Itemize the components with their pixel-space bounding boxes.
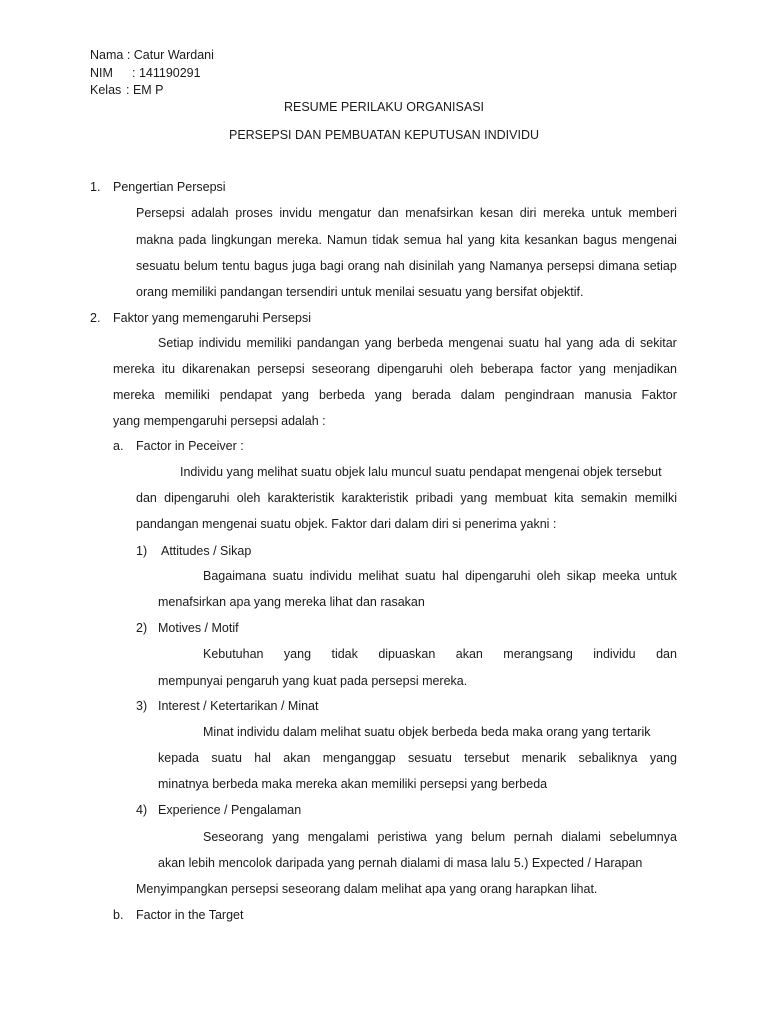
- word: yang: [458, 259, 486, 273]
- word: sebelumnya: [609, 830, 677, 844]
- word: dikarenakan: [182, 362, 251, 376]
- word: kesankan: [524, 233, 578, 247]
- word: menganggap: [322, 751, 396, 765]
- word: mereka: [113, 362, 155, 376]
- word: orang: [347, 259, 380, 273]
- word: dialami: [561, 830, 601, 844]
- word: yang: [281, 388, 309, 402]
- word: bagus: [254, 259, 289, 273]
- section-2-heading: Faktor yang memengaruhi Persepsi: [113, 311, 312, 325]
- word: dan: [656, 647, 677, 661]
- word: oleh: [236, 491, 261, 505]
- word: yang: [283, 647, 312, 661]
- word: dimana: [598, 259, 640, 273]
- word: kita: [500, 233, 520, 247]
- word: menjadikan: [613, 362, 677, 376]
- word: nah: [383, 259, 405, 273]
- item-3-number: 3): [136, 699, 148, 713]
- word: pribadi: [415, 491, 454, 505]
- item-4-line-3: Menyimpangkan persepsi seseorang dalam melihat apa yang orang harapkan lihat.: [136, 882, 598, 896]
- word: beberapa: [480, 362, 534, 376]
- word: tidak: [331, 647, 358, 661]
- word: memilki: [634, 491, 677, 505]
- word: oleh: [449, 362, 474, 376]
- word: dipuaskan: [378, 647, 436, 661]
- word: mengenai: [622, 233, 677, 247]
- name-label: Nama :: [90, 48, 131, 62]
- section-2-line-4: yang mempengaruhi persepsi adalah :: [113, 414, 326, 428]
- student-name-line: [90, 47, 214, 63]
- word: itu: [161, 362, 176, 376]
- word: memiliki: [246, 336, 292, 350]
- word: dipengaruhi: [164, 491, 230, 505]
- word: yang: [649, 751, 677, 765]
- word: berbeda: [318, 388, 365, 402]
- subsection-b-letter: b.: [113, 908, 124, 922]
- section-1-line-1: [136, 205, 677, 221]
- section-2-line-2: [113, 361, 677, 377]
- subsection-a-heading: Factor in Peceiver :: [136, 439, 244, 453]
- word: sekitar: [640, 336, 677, 350]
- word: manusia: [584, 388, 632, 402]
- document-title: RESUME PERILAKU ORGANISASI: [283, 100, 485, 114]
- word: yang: [460, 491, 488, 505]
- subsection-a-line-2: [136, 490, 677, 506]
- word: yang: [467, 233, 495, 247]
- item-1-line-1: [203, 568, 677, 584]
- word: berbeda: [397, 336, 444, 350]
- word: suatu: [272, 569, 304, 583]
- word: untuk: [591, 206, 622, 220]
- word: suatu: [508, 336, 540, 350]
- word: setiap: [643, 259, 677, 273]
- word: suatu: [405, 569, 436, 583]
- word: dan: [136, 491, 157, 505]
- word: akan: [283, 751, 311, 765]
- word: di: [624, 336, 635, 350]
- word: invidu: [279, 206, 312, 220]
- word: lingkungan: [211, 233, 272, 247]
- word: tersebut: [464, 751, 510, 765]
- word: yang: [435, 830, 463, 844]
- word: belum: [183, 259, 218, 273]
- word: belum: [471, 830, 506, 844]
- word: akan: [455, 647, 483, 661]
- word: pandangan: [296, 336, 360, 350]
- word: Persepsi: [136, 206, 185, 220]
- word: mengalami: [307, 830, 369, 844]
- item-2-line-2: mempunyai pengaruh yang kuat pada persepsi mereka.: [158, 674, 468, 688]
- document-subtitle: PERSEPSI DAN PEMBUATAN KEPUTUSAN INDIVIDU: [228, 128, 539, 142]
- section-1-line-3: [136, 258, 677, 274]
- word: adalah: [191, 206, 229, 220]
- word: meeka: [602, 569, 640, 583]
- item-3-heading: Interest / Ketertarikan / Minat: [158, 699, 319, 713]
- word: menarik: [521, 751, 567, 765]
- word: pengindraan: [504, 388, 575, 402]
- word: diri: [519, 206, 537, 220]
- word: dalam: [460, 388, 495, 402]
- word: kesan: [479, 206, 514, 220]
- item-3-line-1: Minat individu dalam melihat suatu objek berbeda beda maka orang yang tertarik: [203, 725, 651, 739]
- word: karakteristik: [341, 491, 409, 505]
- word: mereka: [542, 206, 585, 220]
- word: sebaliknya: [578, 751, 638, 765]
- section-2-line-1: [158, 335, 677, 351]
- word: makna: [136, 233, 174, 247]
- word: Faktor: [641, 388, 677, 402]
- word: mereka: [113, 388, 155, 402]
- word: proses: [235, 206, 273, 220]
- word: sesuatu: [136, 259, 180, 273]
- word: disinilah: [408, 259, 454, 273]
- word: sikap: [566, 569, 596, 583]
- section-1-number: 1.: [90, 180, 101, 194]
- word: yang: [374, 388, 402, 402]
- item-1-heading: Attitudes / Sikap: [161, 544, 252, 558]
- word: mengenai: [448, 336, 504, 350]
- word: Setiap: [158, 336, 194, 350]
- word: tentu: [222, 259, 250, 273]
- section-2-number: 2.: [90, 311, 101, 325]
- word: individu: [309, 569, 352, 583]
- word: yang: [566, 336, 594, 350]
- word: memiliki: [164, 388, 210, 402]
- item-4-line-2: akan lebih mencolok daripada yang pernah dialami di masa lalu 5.) Expected / Harapan: [158, 856, 643, 870]
- word: membuat: [494, 491, 547, 505]
- item-1-line-2: menafsirkan apa yang mereka lihat dan rasakan: [158, 595, 425, 609]
- word: Bagaimana: [203, 569, 267, 583]
- word: hal: [442, 569, 459, 583]
- item-4-number: 4): [136, 803, 148, 817]
- word: mereka.: [276, 233, 322, 247]
- word: juga: [292, 259, 316, 273]
- word: oleh: [536, 569, 561, 583]
- word: melihat: [358, 569, 399, 583]
- word: sesuatu: [408, 751, 452, 765]
- word: factor: [540, 362, 572, 376]
- item-3-line-2: [158, 750, 677, 766]
- section-2-line-3: [113, 387, 677, 403]
- word: merangsang: [503, 647, 573, 661]
- word: karakteristik: [267, 491, 335, 505]
- class-label: Kelas: [90, 83, 122, 97]
- word: yang: [272, 830, 300, 844]
- word: hal: [544, 336, 562, 350]
- word: dipengaruhi: [377, 362, 443, 376]
- subsection-a-letter: a.: [113, 439, 124, 453]
- word: Seseorang: [203, 830, 264, 844]
- word: hal: [254, 751, 271, 765]
- item-4-heading: Experience / Pengalaman: [158, 803, 302, 817]
- word: yang: [578, 362, 606, 376]
- word: Namanya: [489, 259, 543, 273]
- word: yang: [364, 336, 392, 350]
- word: Namun: [326, 233, 368, 247]
- word: seseorang: [311, 362, 371, 376]
- item-2-line-1: [203, 646, 677, 662]
- word: mengatur: [318, 206, 372, 220]
- word: hal: [446, 233, 463, 247]
- word: individu: [593, 647, 636, 661]
- student-nim: : 141190291: [132, 66, 201, 80]
- item-2-heading: Motives / Motif: [158, 621, 239, 635]
- word: pada: [178, 233, 207, 247]
- word: dipengaruhi: [465, 569, 531, 583]
- word: persepsi: [257, 362, 305, 376]
- word: bagus: [582, 233, 618, 247]
- word: ada: [598, 336, 620, 350]
- subsection-a-line-1: Individu yang melihat suatu objek lalu muncul suatu pendapat mengenai objek tersebut: [180, 465, 662, 479]
- item-3-line-3: minatnya berbeda maka mereka akan memiliki persepsi yang berbeda: [158, 777, 548, 791]
- word: kita: [554, 491, 574, 505]
- word: individu: [198, 336, 242, 350]
- section-1-heading: Pengertian Persepsi: [113, 180, 226, 194]
- word: Kebutuhan: [203, 647, 264, 661]
- item-2-number: 2): [136, 621, 148, 635]
- word: suatu: [211, 751, 242, 765]
- word: pernah: [513, 830, 553, 844]
- student-name: Catur Wardani: [133, 48, 214, 62]
- word: memberi: [628, 206, 677, 220]
- word: semakin: [580, 491, 628, 505]
- item-1-number: 1): [136, 544, 148, 558]
- word: kepada: [158, 751, 200, 765]
- word: semua: [403, 233, 442, 247]
- student-class-line: [90, 82, 164, 98]
- word: tidak: [372, 233, 399, 247]
- word: bagi: [319, 259, 344, 273]
- section-1-line-2: [136, 232, 677, 248]
- section-1-line-4: orang memiliki pandangan tersendiri untuk menilai sesuatu yang bersifat objektif.: [136, 285, 584, 299]
- word: berada: [411, 388, 451, 402]
- nim-label: NIM: [90, 66, 113, 80]
- student-class: : EM P: [126, 83, 164, 97]
- subsection-a-line-3: pandangan mengenai suatu objek. Faktor dari dalam diri si penerima yakni :: [136, 517, 557, 531]
- word: menafsirkan: [405, 206, 474, 220]
- item-4-line-1: [203, 829, 677, 845]
- word: untuk: [646, 569, 677, 583]
- word: pendapat: [219, 388, 272, 402]
- student-nim-line: [90, 65, 201, 81]
- subsection-b-heading: Factor in the Target: [136, 908, 244, 922]
- word: peristiwa: [377, 830, 427, 844]
- word: persepsi: [546, 259, 595, 273]
- word: dan: [377, 206, 399, 220]
